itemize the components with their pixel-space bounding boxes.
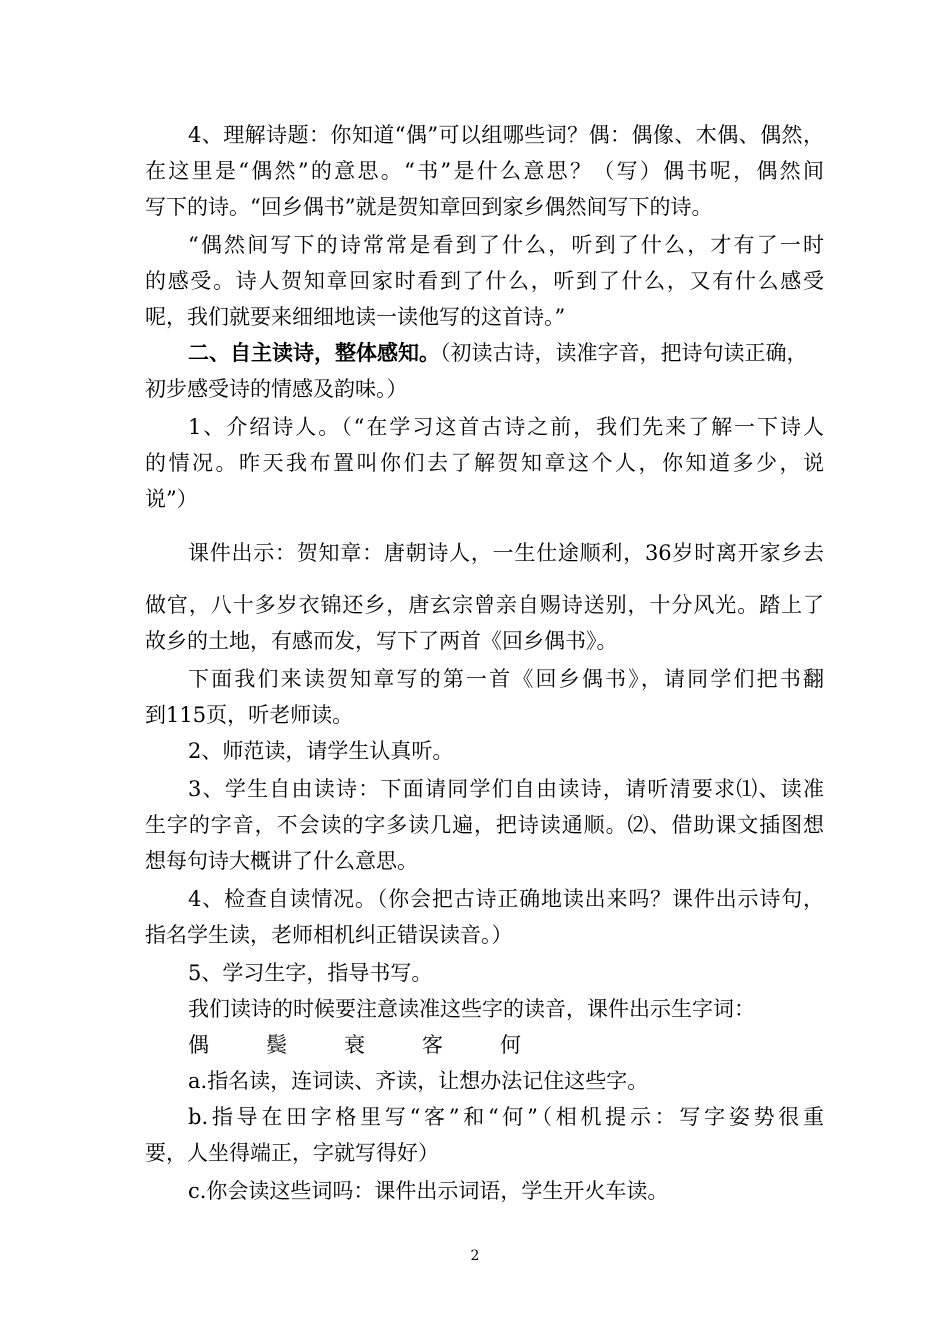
paragraph-line: 3、学生自由读诗：下面请同学们自由读诗，请听清要求⑴、读准 bbox=[188, 777, 824, 801]
new-characters-row bbox=[188, 1028, 824, 1062]
new-character: 客 bbox=[422, 1033, 443, 1057]
new-character: 偶 bbox=[188, 1033, 209, 1057]
paragraph-line: b.指导在田字格里写“客”和“何”（相机提示：写字姿势很重 bbox=[188, 1105, 824, 1129]
paragraph-line: 2、师范读，请学生认真听。 bbox=[188, 739, 454, 763]
paragraph-line: 指名学生读，老师相机纠正错误读音。） bbox=[145, 923, 513, 947]
paragraph-line: 在这里是“偶然”的意思。“书”是什么意思？（写）偶书呢，偶然间 bbox=[145, 159, 824, 183]
paragraph-line: 到115页，听老师读。 bbox=[145, 703, 354, 727]
paragraph-line: 4、理解诗题：你知道“偶”可以组哪些词？偶：偶像、木偶、偶然， bbox=[188, 123, 824, 147]
paragraph-line: 要，人坐得端正，字就写得好） bbox=[145, 1141, 439, 1165]
section-heading: 二、自主读诗，整体感知。 bbox=[188, 340, 440, 365]
section-heading-line bbox=[188, 336, 824, 370]
paragraph-line: 初步感受诗的情感及韵味。） bbox=[145, 377, 408, 401]
paragraph-line: 课件出示：贺知章：唐朝诗人，一生仕途顺利，36岁时离开家乡去 bbox=[188, 541, 824, 565]
paragraph-line: a.指名读，连词读、齐读，让想办法记住这些字。 bbox=[188, 1069, 649, 1093]
paragraph-line: 5、学习生字，指导书写。 bbox=[188, 961, 433, 985]
section-note: （初读古诗，读准字音，把诗句读正确， bbox=[440, 341, 808, 365]
paragraph-line: 呢，我们就要来细细地读一读他写的这首诗。” bbox=[145, 305, 566, 329]
paragraph-line: 写下的诗。“回乡偶书”就是贺知章回到家乡偶然间写下的诗。 bbox=[145, 195, 713, 219]
paragraph-line: 生字的字音，不会读的字多读几遍，把诗读通顺。⑵、借助课文插图想 bbox=[145, 813, 824, 837]
paragraph-line: 说”） bbox=[145, 487, 198, 511]
paragraph-line: 的情况。昨天我布置叫你们去了解贺知章这个人，你知道多少，说 bbox=[145, 451, 824, 475]
paragraph-line: 做官，八十多岁衣锦还乡，唐玄宗曾亲自赐诗送别，十分风光。踏上了 bbox=[145, 593, 824, 617]
new-character: 何 bbox=[500, 1033, 521, 1057]
paragraph-line: 4、检查自读情况。（你会把古诗正确地读出来吗？课件出示诗句， bbox=[188, 887, 824, 911]
page-number: 2 bbox=[470, 1248, 480, 1264]
paragraph-line: “偶然间写下的诗常常是看到了什么，听到了什么，才有了一时 bbox=[188, 233, 824, 257]
new-character: 衰 bbox=[344, 1033, 365, 1057]
paragraph-line: 故乡的土地，有感而发，写下了两首《回乡偶书》。 bbox=[145, 629, 618, 653]
paragraph-line: 下面我们来读贺知章写的第一首《回乡偶书》，请同学们把书翻 bbox=[188, 667, 824, 691]
new-character: 鬓 bbox=[266, 1033, 287, 1057]
paragraph-line: 我们读诗的时候要注意读准这些字的读音，课件出示生字词： bbox=[188, 997, 755, 1021]
paragraph-line: 想每句诗大概讲了什么意思。 bbox=[145, 849, 418, 873]
paragraph-line: 的感受。诗人贺知章回家时看到了什么，听到了什么，又有什么感受 bbox=[145, 269, 824, 293]
paragraph-line: c.你会读这些词吗：课件出示词语，学生开火车读。 bbox=[188, 1179, 669, 1203]
paragraph-line: 1、介绍诗人。（“在学习这首古诗之前，我们先来了解一下诗人 bbox=[188, 415, 824, 439]
